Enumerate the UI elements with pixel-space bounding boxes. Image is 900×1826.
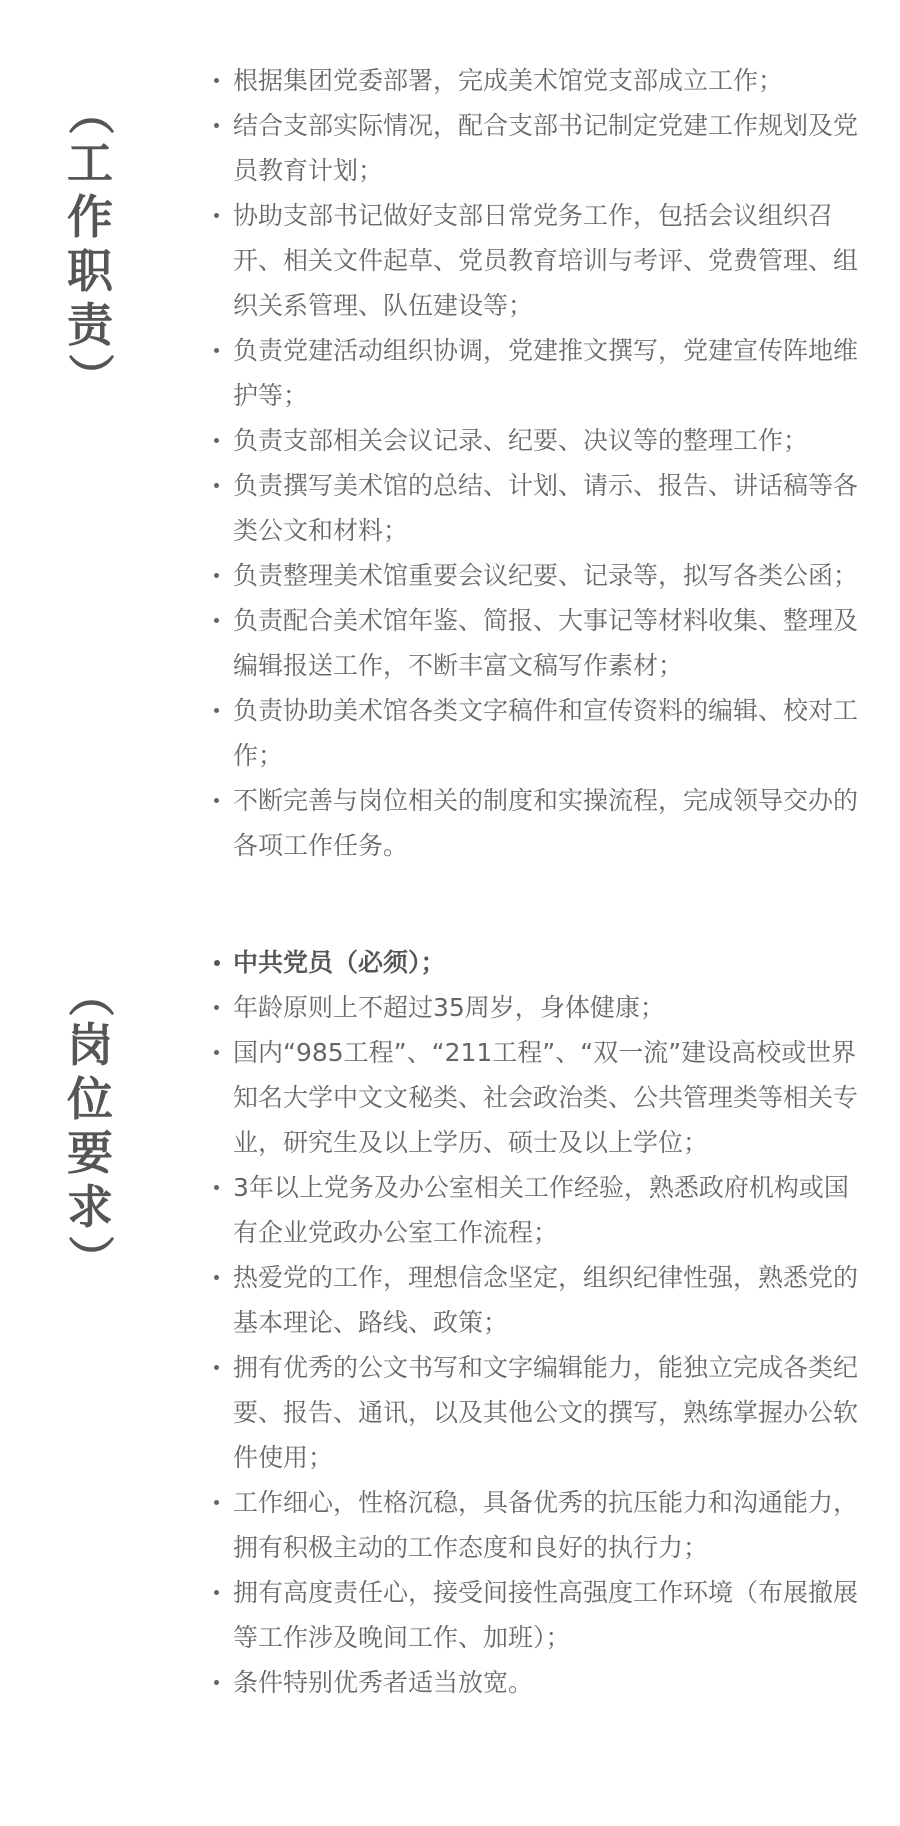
requirements-heading-char: 求 [67,1180,113,1234]
requirements-list-item: 年龄原则上不超过35周岁，身体健康； [208,985,860,1030]
requirements-list-item: 工作细心，性格沉稳，具备优秀的抗压能力和沟通能力，拥有积极主动的工作态度和良好的执行力； [208,1480,860,1570]
requirements-list-item: 拥有高度责任心，接受间接性高强度工作环境（布展撤展等工作涉及晚间工作、加班）； [208,1570,860,1660]
duties-heading-close-paren: ） [63,353,117,399]
requirements-list-item: 拥有优秀的公文书写和文字编辑能力，能独立完成各类纪要、报告、通讯，以及其他公文的撰写，熟练掌握办公软件使用； [208,1345,860,1480]
duties-list-item: 协助支部书记做好支部日常党务工作，包括会议组织召开、相关文件起草、党员教育培训与考评、党费管理、组织关系管理、队伍建设等； [208,193,860,328]
requirements-heading-char: 位 [67,1072,113,1126]
duties-heading-char: 责 [67,298,113,352]
requirements-list-item: 热爱党的工作，理想信念坚定，组织纪律性强，熟悉党的基本理论、路线、政策； [208,1255,860,1345]
requirements-list-item: 条件特别优秀者适当放宽。 [208,1660,860,1705]
requirements-heading [55,970,125,1282]
requirements-heading-char: 要 [67,1126,113,1180]
requirements-list-item: 3年以上党务及办公室相关工作经验，熟悉政府机构或国有企业党政办公室工作流程； [208,1165,860,1255]
requirements-heading-open-paren: （ [63,971,117,1017]
duties-heading-open-paren: （ [63,89,117,135]
requirements-heading-close-paren: ） [63,1235,117,1281]
duties-list-item: 负责配合美术馆年鉴、简报、大事记等材料收集、整理及编辑报送工作，不断丰富文稿写作素材； [208,598,860,688]
duties-list-item: 负责支部相关会议记录、纪要、决议等的整理工作； [208,418,860,463]
duties-list-item: 负责整理美术馆重要会议纪要、记录等，拟写各类公函； [208,553,860,598]
duties-list-item: 不断完善与岗位相关的制度和实操流程，完成领导交办的各项工作任务。 [208,778,860,868]
requirements-list-item: 国内“985工程”、“211工程”、“双一流”建设高校或世界知名大学中文文秘类、社会政治类、公共管理类等相关专业，研究生及以上学历、硕士及以上学位； [208,1030,860,1165]
duties-heading-char: 职 [67,244,113,298]
duties-list-item: 负责协助美术馆各类文字稿件和宣传资料的编辑、校对工作； [208,688,860,778]
duties-heading-char: 作 [67,190,113,244]
duties-heading [55,88,125,400]
requirements-list-item: 中共党员（必须）； [208,940,860,985]
duties-list-item: 负责党建活动组织协调，党建推文撰写，党建宣传阵地维护等； [208,328,860,418]
duties-list-item: 根据集团党委部署，完成美术馆党支部成立工作； [208,58,860,103]
duties-list [208,58,860,868]
duties-list-item: 负责撰写美术馆的总结、计划、请示、报告、讲话稿等各类公文和材料； [208,463,860,553]
duties-heading-char: 工 [67,136,113,190]
requirements-list [208,940,860,1705]
requirements-heading-char: 岗 [67,1018,113,1072]
duties-list-item: 结合支部实际情况，配合支部书记制定党建工作规划及党员教育计划； [208,103,860,193]
